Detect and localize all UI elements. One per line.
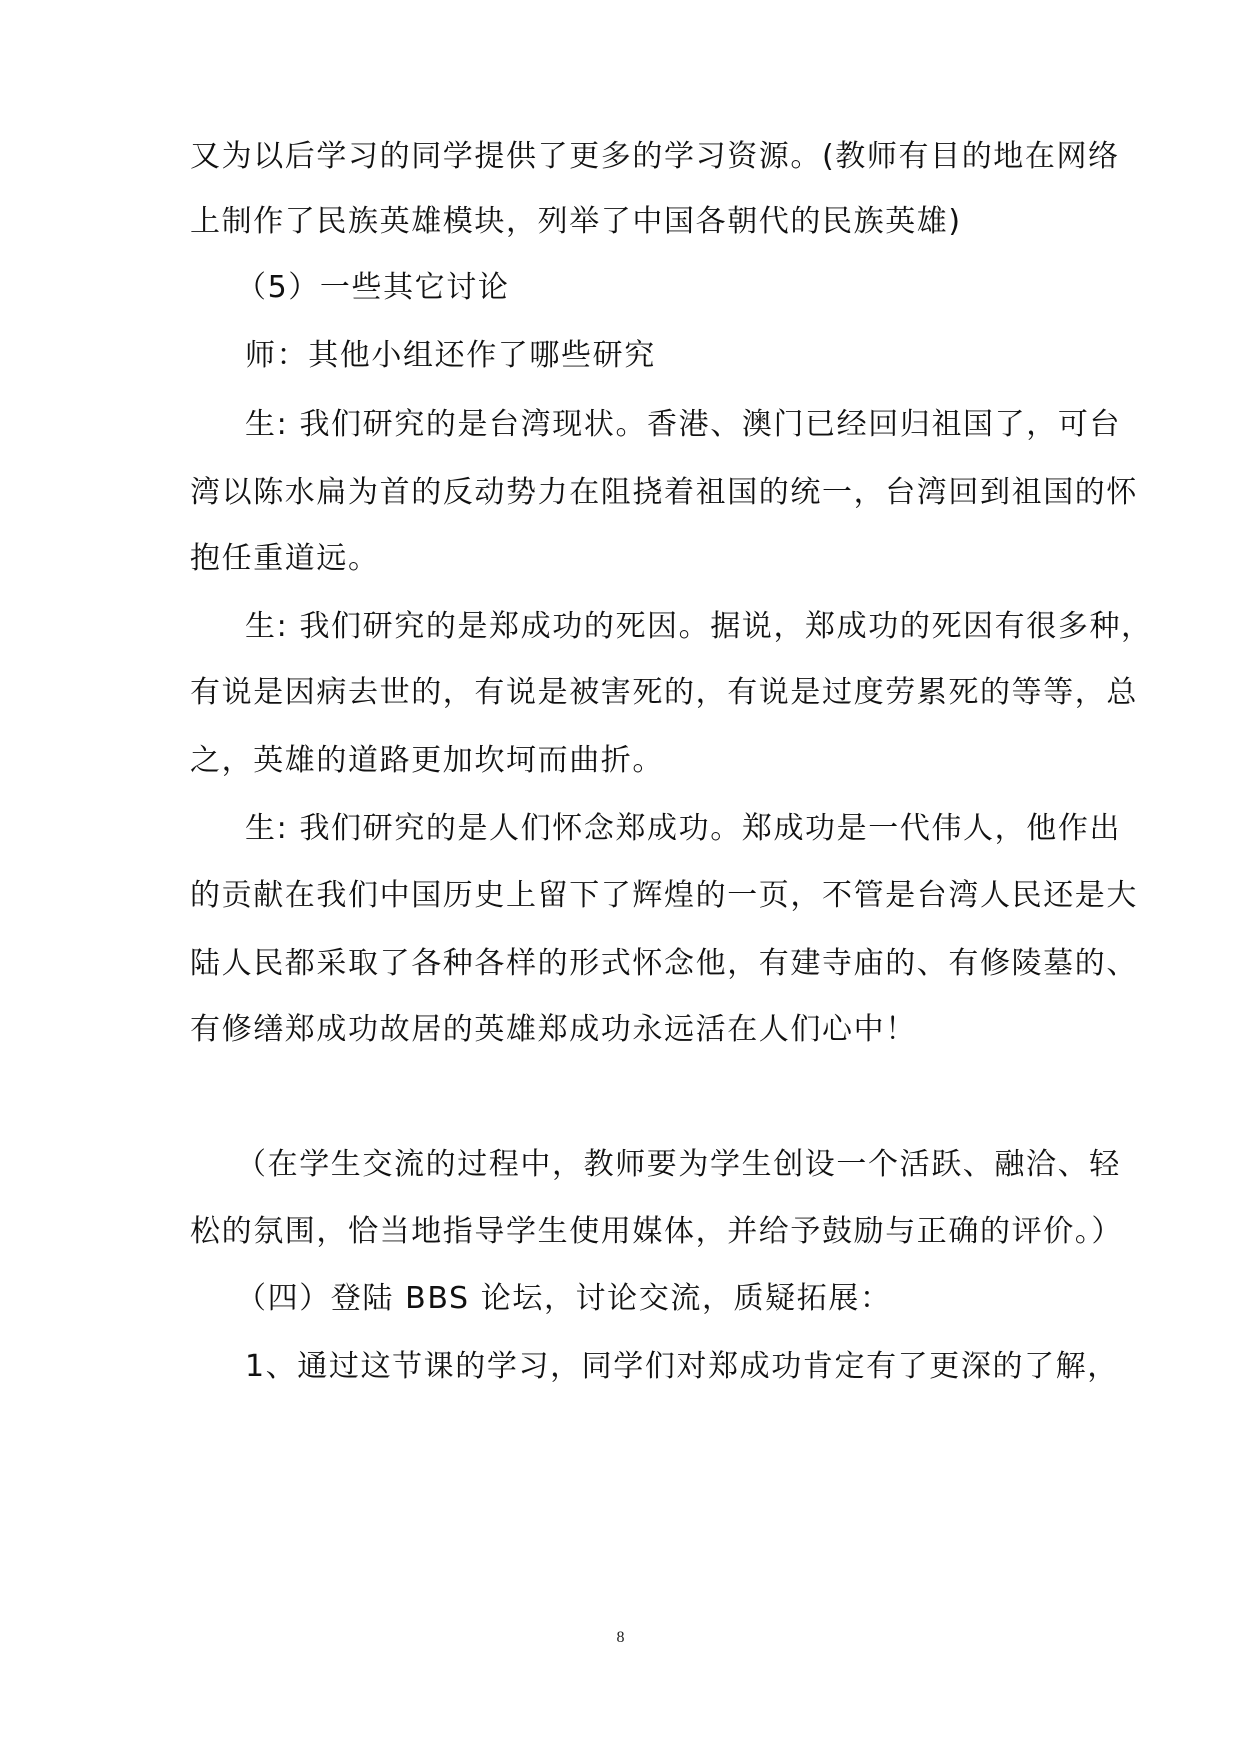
text-line: 陆人民都采取了各种各样的形式怀念他，有建寺庙的、有修陵墓的、	[190, 946, 1138, 981]
text-line: （在学生交流的过程中，教师要为学生创设一个活跃、融洽、轻	[236, 1147, 1121, 1182]
text-line: 之，英雄的道路更加坎坷而曲折。	[190, 743, 664, 778]
text-line: 有说是因病去世的，有说是被害死的，有说是过度劳累死的等等，总	[190, 675, 1138, 710]
text-line: 生: 我们研究的是人们怀念郑成功。郑成功是一代伟人，他作出	[245, 811, 1122, 846]
text-line: 抱任重道远。	[190, 541, 380, 576]
text-line: 有修缮郑成功故居的英雄郑成功永远活在人们心中！	[190, 1012, 917, 1047]
text-line: 松的氛围，恰当地指导学生使用媒体，并给予鼓励与正确的评价。）	[190, 1214, 1123, 1249]
text-line: 又为以后学习的同学提供了更多的学习资源。(教师有目的地在网络	[190, 139, 1120, 174]
text-line: 生: 我们研究的是郑成功的死因。据说，郑成功的死因有很多种，	[245, 609, 1153, 644]
text-line: 湾以陈水扁为首的反动势力在阻挠着祖国的统一，台湾回到祖国的怀	[190, 475, 1138, 510]
text-line: 生: 我们研究的是台湾现状。香港、澳门已经回归祖国了，可台	[245, 407, 1122, 442]
section-heading: （5）一些其它讨论	[236, 270, 510, 305]
text-line: 1、通过这节课的学习，同学们对郑成功肯定有了更深的了解，	[245, 1349, 1119, 1384]
text-line: 师：其他小组还作了哪些研究	[245, 338, 656, 373]
section-heading: （四）登陆 BBS 论坛，讨论交流，质疑拓展：	[236, 1281, 892, 1316]
text-line: 的贡献在我们中国历史上留下了辉煌的一页，不管是台湾人民还是大	[190, 878, 1138, 913]
page-number: 8	[616, 1629, 625, 1646]
text-line: 上制作了民族英雄模块，列举了中国各朝代的民族英雄)	[190, 204, 962, 239]
